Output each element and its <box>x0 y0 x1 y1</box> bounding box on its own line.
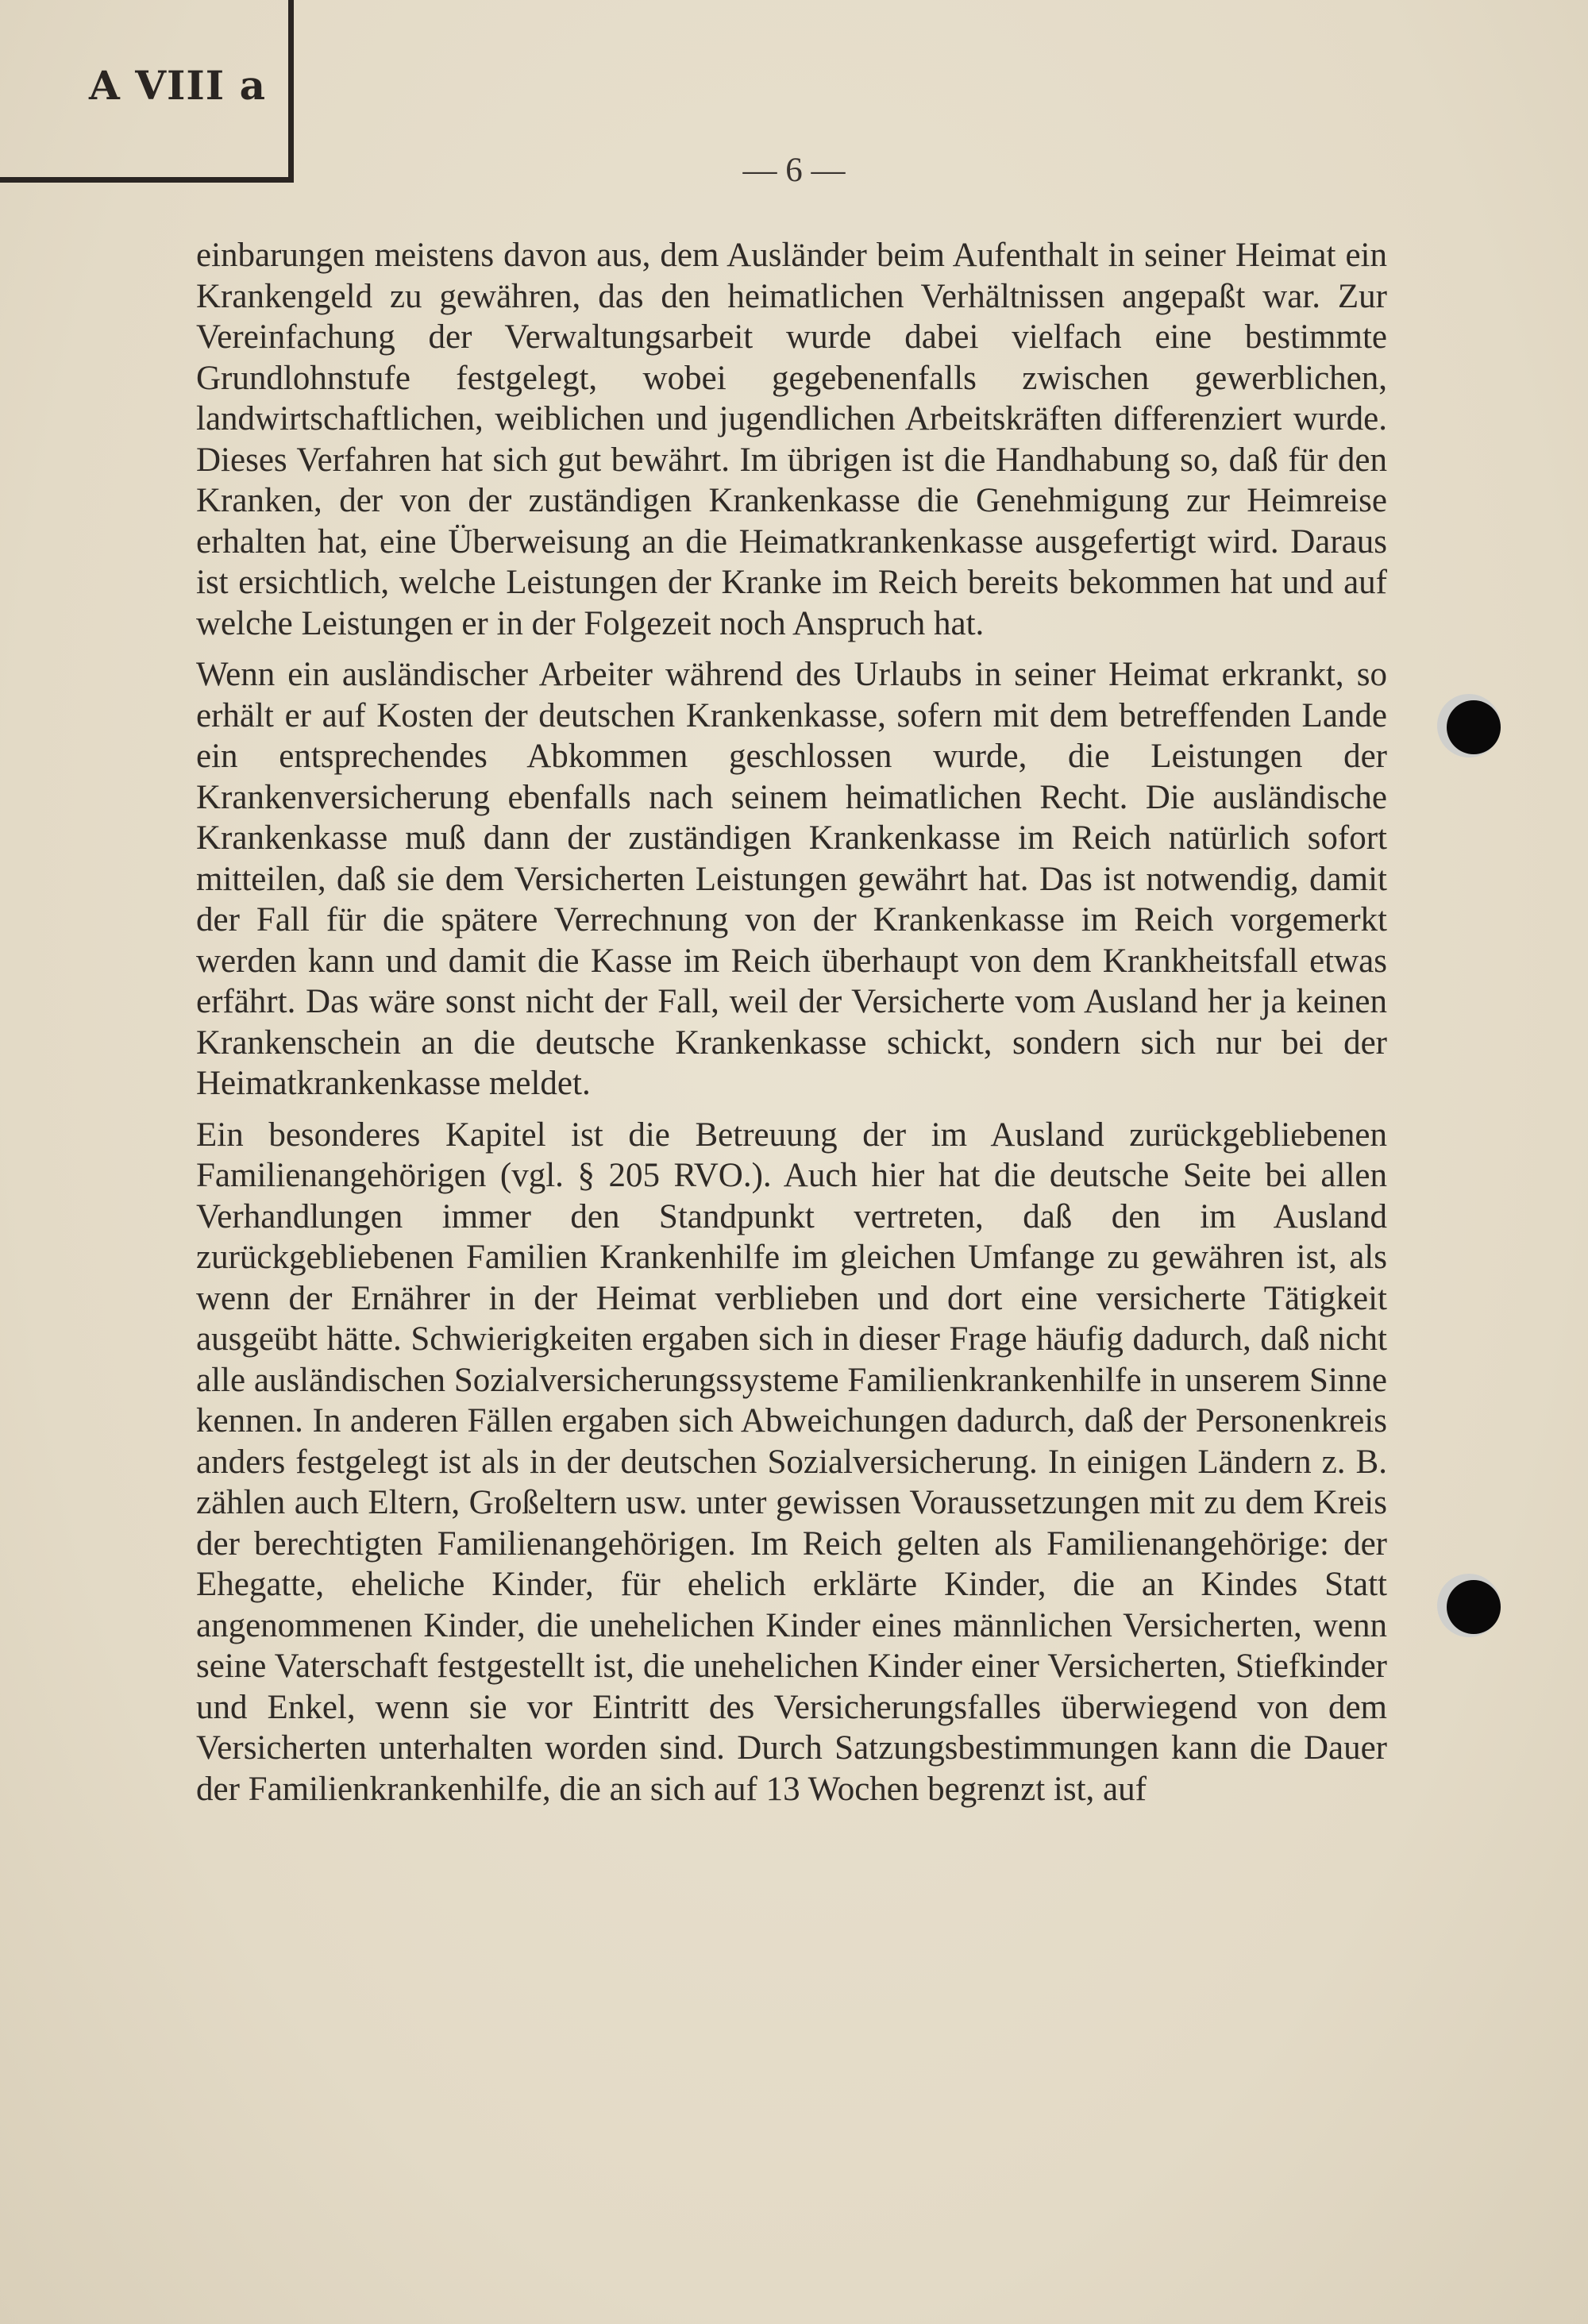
body-text <box>196 235 1387 1809</box>
punch-hole-top <box>1447 700 1501 754</box>
punch-hole-bottom <box>1447 1580 1501 1634</box>
section-label: A VIII a <box>89 62 266 109</box>
paragraph-3: Ein besonderes Kapitel ist die Betreuung der im Ausland zurückgebliebenen Familienangehörigen (vgl. § 205 RVO.). Auch hier hat die deutsche Seite bei allen Verhandlungen immer den Standpunkt vertreten, daß den im Ausland zurückgebliebenen Familien Krankenhilfe im gleichen Umfange zu gewähren ist, als wenn der Ernährer in der Heimat verblieben und dort eine versicherte Tätigkeit ausgeübt hätte. Schwierigkeiten ergaben sich in dieser Frage häufig dadurch, daß nicht alle ausländischen Sozialversicherungssysteme Familienkrankenhilfe in unserem Sinne kennen. In anderen Fällen ergaben sich Abweichungen dadurch, daß der Personenkreis anders festgelegt ist als in der deutschen Sozialversicherung. In einigen Ländern z. B. zählen auch Eltern, Großeltern usw. unter gewissen Voraussetzungen mit zu dem Kreis der berechtigten Familienangehörigen. Im Reich gelten als Familienangehörige: der Ehegatte, eheliche Kinder, für ehelich erklärte Kinder, die an Kindes Statt angenommenen Kinder, die unehelichen Kinder eines männlichen Versicherten, wenn seine Vaterschaft festgestellt ist, die unehelichen Kinder einer Versicherten, Stiefkinder und Enkel, wenn sie vor Eintritt des Versicherungsfalles überwiegend von dem Versicherten unterhalten worden sind. Durch Satzungsbestimmungen kann die Dauer der Familienkrankenhilfe, die an sich auf 13 Wochen begrenzt ist, auf <box>196 1116 1387 1808</box>
page-number: — 6 — <box>742 152 846 189</box>
paragraph-2: Wenn ein ausländischer Arbeiter während des Urlaubs in seiner Heimat erkrankt, so erhält er auf Kosten der deutschen Krankenkasse, sofern mit dem betreffenden Lande ein entsprechendes Abkommen geschlossen wurde, die Leistungen der Krankenversicherung ebenfalls nach seinem heimatlichen Recht. Die ausländische Krankenkasse muß dann der zuständigen Krankenkasse im Reich natürlich sofort mitteilen, daß sie dem Versicherten Leistungen gewährt hat. Das ist notwendig, damit der Fall für die spätere Verrechnung von der Krankenkasse im Reich vorgemerkt werden kann und damit die Kasse im Reich überhaupt von dem Krankheitsfall etwas erfährt. Das wäre sonst nicht der Fall, weil der Versicherte vom Ausland her ja keinen Krankenschein an die deutsche Krankenkasse schickt, sondern sich nur bei der Heimatkrankenkasse meldet. <box>196 656 1387 1102</box>
paragraph-1: einbarungen meistens davon aus, dem Ausländer beim Aufenthalt in seiner Heimat ein Krankengeld zu gewähren, das den heimatlichen Verhältnissen angepaßt war. Zur Vereinfachung der Verwaltungsarbeit wurde dabei vielfach eine bestimmte Grundlohnstufe festgelegt, wobei gegebenenfalls zwischen gewerblichen, landwirtschaftlichen, weiblichen und jugendlichen Arbeitskräften differenziert wurde. Dieses Verfahren hat sich gut bewährt. Im übrigen ist die Handhabung so, daß für den Kranken, der von der zuständigen Krankenkasse die Genehmigung zur Heimreise erhalten hat, eine Überweisung an die Heimatkrankenkasse ausgefertigt wird. Daraus ist ersichtlich, welche Leistungen der Kranke im Reich bereits bekommen hat und auf welche Leistungen er in der Folgezeit noch Anspruch hat. <box>196 237 1387 642</box>
